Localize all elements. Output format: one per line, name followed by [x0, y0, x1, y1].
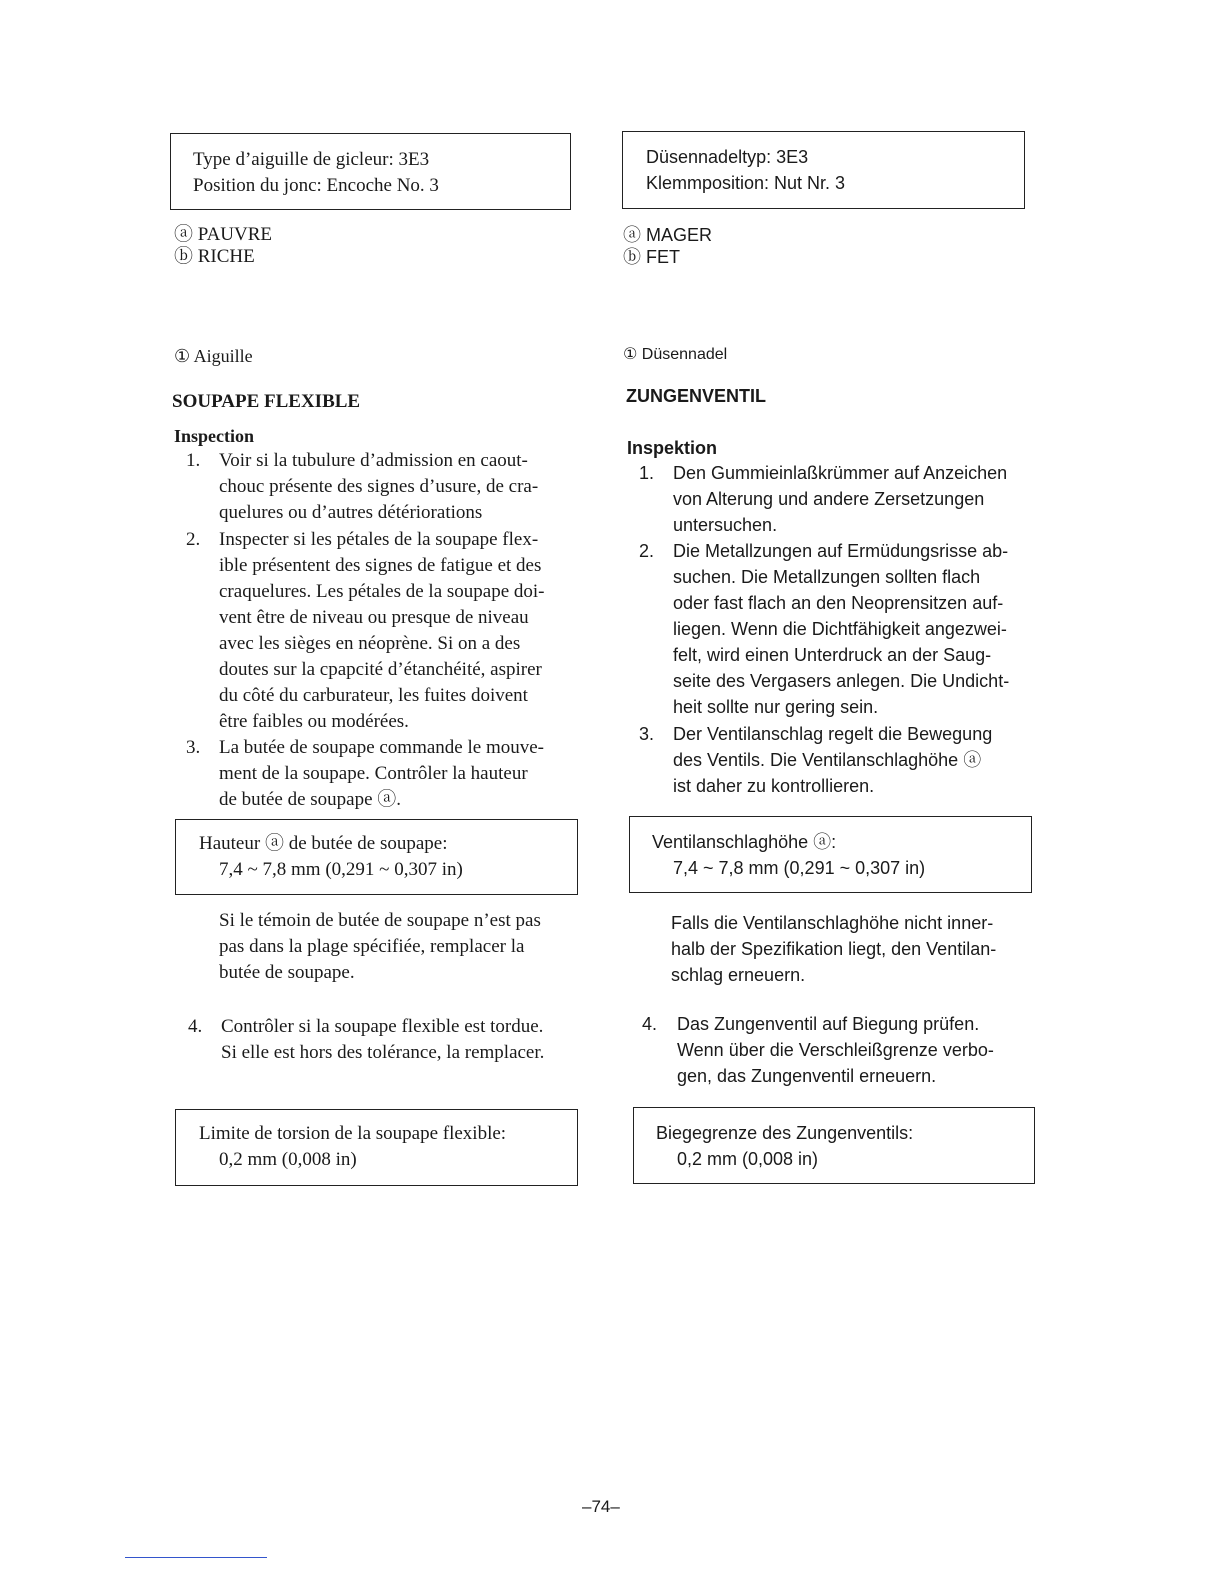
step-number: 1.: [186, 450, 201, 471]
de-spec-line: Biegegrenze des Zungenventils:: [656, 1123, 914, 1143]
note-line: schlag erneuern.: [671, 965, 806, 985]
fr-subsection-title: Inspection: [174, 426, 255, 446]
fr-spec-line: Hauteur ⓐ de butée de soupape:: [199, 833, 448, 854]
de-spec-box-needle: [622, 131, 1025, 209]
step-line: gen, das Zungenventil erneuern.: [677, 1066, 937, 1086]
step-line: von Alterung und andere Zersetzungen: [673, 489, 985, 509]
fr-legend: [174, 224, 272, 268]
step-line: Die Metallzungen auf Ermüdungsrisse ab-: [673, 541, 1009, 561]
note-line: Si le témoin de butée de soupape n’est pas: [219, 910, 541, 931]
step-line: Das Zungenventil auf Biegung prüfen.: [677, 1014, 980, 1034]
step-line: Inspecter si les pétales de la soupape flex-: [219, 529, 539, 550]
step-line: ible présentent des signes de fatigue et des: [219, 555, 542, 576]
step-line: ist daher zu kontrollieren.: [673, 776, 875, 796]
step-line: de butée de soupape ⓐ.: [219, 789, 402, 810]
step-line: Den Gummieinlaßkrümmer auf Anzeichen: [673, 463, 1008, 483]
de-legend-item: ⓑ FET: [623, 247, 680, 267]
fr-spec-line: Type d’aiguille de gicleur: 3E3: [193, 149, 430, 170]
step-line: des Ventils. Die Ventilanschlaghöhe ⓐ: [673, 750, 982, 770]
fr-spec-box-valve-height: [175, 819, 578, 895]
step-line: Der Ventilanschlag regelt die Bewegung: [673, 724, 993, 744]
de-spec-box-valve-height: [629, 816, 1032, 893]
step-line: être faibles ou modérées.: [219, 711, 409, 732]
de-note: [671, 910, 996, 988]
step-line: liegen. Wenn die Dichtfähigkeit angezwei-: [673, 619, 1007, 639]
step-line: avec les sièges en néoprène. Si on a des: [219, 633, 521, 654]
de-legend-item: ⓐ MAGER: [623, 225, 713, 245]
step-line: vent être de niveau ou presque de niveau: [219, 607, 529, 628]
fr-part-label: ① Aiguille: [174, 346, 253, 366]
step-line: Wenn über die Verschleißgrenze verbo-: [677, 1040, 994, 1060]
de-part-label: ① Düsennadel: [623, 346, 728, 363]
fr-spec-line: 7,4 ~ 7,8 mm (0,291 ~ 0,307 in): [219, 859, 463, 880]
note-line: halb der Spezifikation liegt, den Ventilan-: [671, 939, 997, 959]
note-line: pas dans la plage spécifiée, remplacer la: [219, 936, 525, 957]
de-legend: [623, 224, 712, 268]
de-spec-line: Düsennadeltyp: 3E3: [646, 147, 809, 167]
step-line: suchen. Die Metallzungen sollten flach: [673, 567, 981, 587]
step-number: 3.: [639, 724, 655, 744]
de-spec-line: 7,4 ~ 7,8 mm (0,291 ~ 0,307 in): [673, 858, 926, 878]
fr-legend-item: ⓑ RICHE: [174, 246, 255, 267]
step-line: craquelures. Les pétales de la soupape doi-: [219, 581, 545, 602]
step-line: doutes sur la cpapcité d’étanchéité, aspirer: [219, 659, 542, 680]
fr-note: [219, 908, 541, 986]
step-line: La butée de soupape commande le mouve-: [219, 737, 544, 758]
step-line: felt, wird einen Unterdruck an der Saug-: [673, 645, 992, 665]
fr-spec-box-torsion-limit: [175, 1109, 578, 1186]
step-line: oder fast flach an den Neoprensitzen auf-: [673, 593, 1004, 613]
step-line: ment de la soupape. Contrôler la hauteur: [219, 763, 528, 784]
fr-spec-line: 0,2 mm (0,008 in): [219, 1149, 357, 1170]
de-spec-line: 0,2 mm (0,008 in): [677, 1149, 819, 1169]
step-number: 2.: [186, 529, 201, 550]
step-line: seite des Vergasers anlegen. Die Undicht-: [673, 671, 1010, 691]
step-number: 1.: [639, 463, 655, 483]
fr-spec-box-needle: [170, 133, 571, 210]
step-number: 4.: [642, 1014, 658, 1034]
step-line: chouc présente des signes d’usure, de cra-: [219, 476, 539, 497]
de-spec-box-bend-limit: [633, 1107, 1035, 1184]
fr-legend-item: ⓐ PAUVRE: [174, 224, 273, 245]
note-line: butée de soupape.: [219, 962, 355, 983]
de-spec-line: Klemmposition: Nut Nr. 3: [646, 173, 846, 193]
de-spec-line: Ventilanschlaghöhe ⓐ:: [652, 832, 837, 852]
step-number: 3.: [186, 737, 201, 758]
de-section-title: ZUNGENVENTIL: [626, 386, 767, 406]
step-line: untersuchen.: [673, 515, 778, 535]
step-line: quelures ou d’autres détériorations: [219, 502, 483, 523]
fr-spec-line: Position du jonc: Encoche No. 3: [193, 175, 439, 196]
step-line: Si elle est hors des tolérance, la remplacer.: [221, 1042, 545, 1063]
footer-rule: [125, 1557, 267, 1558]
step-line: Voir si la tubulure d’admission en caout-: [219, 450, 528, 471]
step-line: heit sollte nur gering sein.: [673, 697, 879, 717]
de-subsection-title: Inspektion: [627, 438, 718, 458]
step-line: du côté du carburateur, les fuites doivent: [219, 685, 528, 706]
step-line: Contrôler si la soupape flexible est tordue.: [221, 1016, 544, 1037]
fr-section-title: SOUPAPE FLEXIBLE: [172, 391, 361, 412]
page-number: –74–: [582, 1497, 620, 1516]
note-line: Falls die Ventilanschlaghöhe nicht inner-: [671, 913, 994, 933]
fr-spec-line: Limite de torsion de la soupape flexible:: [199, 1123, 507, 1144]
step-number: 4.: [188, 1016, 203, 1037]
step-number: 2.: [639, 541, 655, 561]
